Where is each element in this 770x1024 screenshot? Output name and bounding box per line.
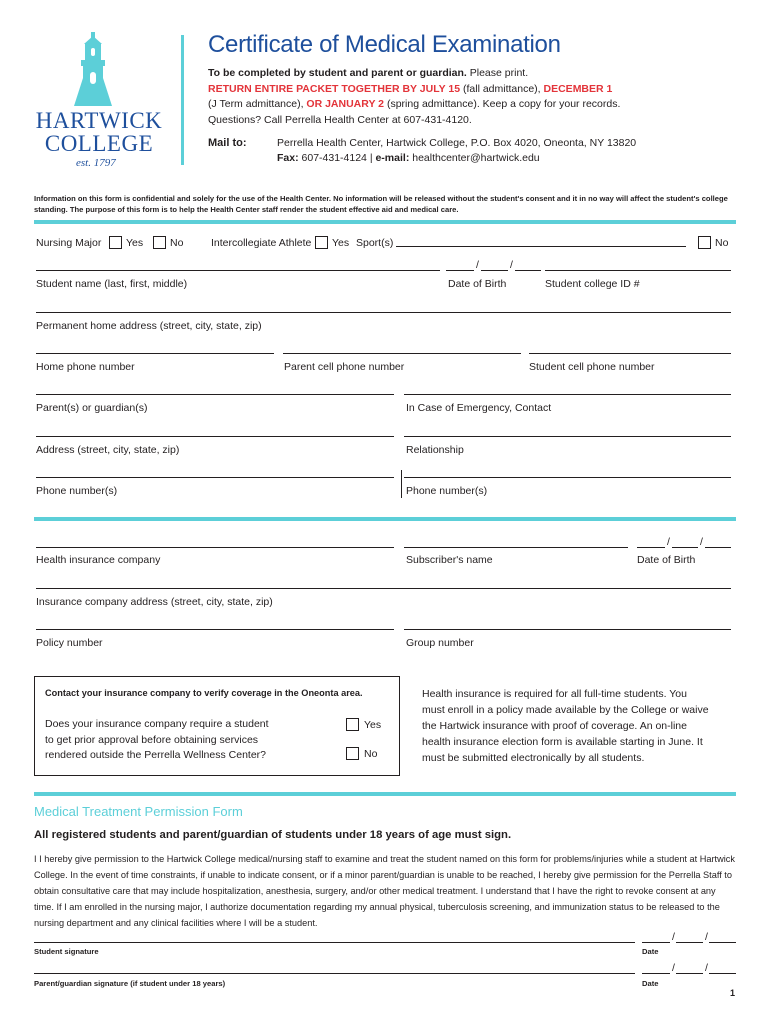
- req-line-2: must enroll in a policy made available by the College or waive: [422, 704, 709, 716]
- sports-label: Sport(s): [356, 237, 394, 249]
- student-name-label: Student name (last, first, middle): [36, 278, 188, 290]
- ins-dob-slash-1: /: [667, 536, 670, 548]
- athlete-label: Intercollegiate Athlete: [211, 237, 312, 249]
- insurance-company-field[interactable]: [36, 547, 394, 548]
- fax-email-line: [277, 152, 540, 164]
- policy-label: Policy number: [36, 637, 103, 649]
- emergency-field[interactable]: [404, 394, 731, 395]
- nursing-yes-checkbox[interactable]: [109, 236, 122, 249]
- phone-right-label: Phone number(s): [406, 485, 488, 497]
- instr-rest: Please print.: [466, 67, 529, 79]
- coverage-heading: Contact your insurance company to verify coverage in the Oneonta area.: [45, 688, 363, 698]
- phone-left-field[interactable]: [36, 477, 394, 478]
- sig2-year-field[interactable]: [709, 973, 736, 974]
- coverage-q3: rendered outside the Perrella Wellness Center?: [45, 749, 267, 761]
- athlete-yes-label: Yes: [332, 237, 350, 249]
- req-line-5: must be submitted electronically by all students.: [422, 752, 645, 764]
- college-id-label: Student college ID #: [545, 278, 640, 290]
- permission-body: I I hereby give permission to the Hartwick College medical/nursing staff to examine and treat the student named on this form for problems/injuries while a student at Hartwick College. In the event of time constraints, if unable to indicate consent, or if a minor parent/guardian is unable to be reached, I hereby give permission for the Perrella Staff to obtain consultative care that may include hospitalization, anesthesia, surgery, and/or other medical treatment. I understand that I have the right to revoke consent at any time. If I am enrolled in the nursing major, I authorize documentation regarding my annual physical, tuberculosis screening, and immunization status to be released to the nursing department and any clinical facilities where I will be a student.: [34, 854, 735, 928]
- athlete-yes-checkbox[interactable]: [315, 236, 328, 249]
- parent-cell-field[interactable]: [283, 353, 521, 354]
- insurance-address-field[interactable]: [36, 588, 731, 589]
- ins-dob-day-field[interactable]: [672, 547, 698, 548]
- coverage-question: [45, 717, 269, 764]
- permission-subtitle: All registered students and parent/guardian of students under 18 years of age must sign.: [34, 829, 512, 841]
- sports-field[interactable]: [396, 246, 686, 247]
- ins-dob-month-field[interactable]: [637, 547, 665, 548]
- date1-label: Date: [642, 947, 659, 956]
- insurance-address-label: Insurance company address (street, city, state, zip): [36, 596, 273, 608]
- home-address-label: Permanent home address (street, city, state, zip): [36, 320, 262, 332]
- sig1-slash-2: /: [705, 931, 708, 943]
- instr-bold: To be completed by student and parent or guardian.: [208, 67, 467, 79]
- fax-label: Fax:: [277, 152, 299, 164]
- vertical-divider: [401, 470, 402, 498]
- nursing-no-checkbox[interactable]: [153, 236, 166, 249]
- phone-left-label: Phone number(s): [36, 485, 118, 497]
- relationship-field[interactable]: [404, 436, 731, 437]
- relationship-label: Relationship: [406, 444, 464, 456]
- sig2-slash-1: /: [672, 962, 675, 974]
- permission-title: Medical Treatment Permission Form: [34, 804, 243, 819]
- logo-name-line2: COLLEGE: [44, 131, 154, 156]
- dob-year-field[interactable]: [515, 270, 541, 271]
- req-line-1: Health insurance is required for all full-time students. You: [422, 688, 687, 700]
- sig2-slash-2: /: [705, 962, 708, 974]
- student-signature-label: Student signature: [34, 947, 99, 956]
- coverage-q2: to get prior approval before obtaining services: [45, 733, 259, 746]
- student-name-field[interactable]: [36, 270, 440, 271]
- parents-field[interactable]: [36, 394, 394, 395]
- emergency-label: In Case of Emergency, Contact: [406, 402, 552, 414]
- tower-icon: [34, 30, 164, 110]
- deadline-december: DECEMBER 1: [543, 82, 613, 95]
- nursing-yes-label: Yes: [126, 237, 144, 249]
- deadline-fall: (fall admittance),: [460, 82, 544, 95]
- deadline-spring: (spring admittance). Keep a copy for your records.: [384, 98, 621, 110]
- nursing-no-label: No: [170, 237, 184, 249]
- sig1-year-field[interactable]: [709, 942, 736, 943]
- deadline-january: OR JANUARY 2: [306, 98, 385, 110]
- fax-value: 607-431-4124 |: [298, 152, 376, 164]
- nursing-major-label: Nursing Major: [36, 237, 102, 249]
- subscriber-field[interactable]: [404, 547, 628, 548]
- parent-cell-label: Parent cell phone number: [284, 361, 405, 373]
- req-line-3: the Hartwick insurance with proof of coverage. An on-line: [422, 720, 687, 732]
- ins-dob-year-field[interactable]: [705, 547, 731, 548]
- address-label: Address (street, city, state, zip): [36, 444, 180, 456]
- section-divider-top: [34, 220, 736, 224]
- section-divider-insurance: [34, 517, 736, 521]
- home-address-field[interactable]: [36, 312, 731, 313]
- policy-field[interactable]: [36, 629, 394, 630]
- approval-no-checkbox[interactable]: [346, 747, 359, 760]
- email-label: e-mail:: [375, 152, 410, 164]
- page-title: Certificate of Medical Examination: [208, 31, 561, 58]
- insurance-company-label: Health insurance company: [36, 554, 161, 566]
- sig1-month-field[interactable]: [642, 942, 670, 943]
- college-logo: [34, 30, 164, 170]
- athlete-no-checkbox[interactable]: [698, 236, 711, 249]
- phone-right-field[interactable]: [404, 477, 731, 478]
- insurance-requirement: [422, 686, 709, 766]
- student-cell-label: Student cell phone number: [529, 361, 655, 373]
- dob-month-field[interactable]: [446, 270, 474, 271]
- ins-dob-label: Date of Birth: [637, 554, 696, 566]
- subscriber-label: Subscriber's name: [406, 554, 493, 566]
- logo-name-line1: HARTWICK: [35, 108, 163, 133]
- parents-label: Parent(s) or guardian(s): [36, 402, 148, 414]
- confidential-notice: Information on this form is confidential and solely for the use of the Health Center. No information will be released without the student's consent and it in no way will affect the student's college standing. The purpose of this form is to help the Health Center staff render the student effective aid and medical care.: [34, 194, 728, 214]
- deadline-july: RETURN ENTIRE PACKET TOGETHER BY JULY 15: [208, 82, 461, 95]
- approval-yes-checkbox[interactable]: [346, 718, 359, 731]
- college-id-field[interactable]: [545, 270, 731, 271]
- sig2-month-field[interactable]: [642, 973, 670, 974]
- dob-label: Date of Birth: [448, 278, 507, 290]
- ins-dob-slash-2: /: [700, 536, 703, 548]
- student-cell-field[interactable]: [529, 353, 731, 354]
- page-number: 1: [730, 988, 736, 998]
- group-field[interactable]: [404, 629, 731, 630]
- parent-signature-field[interactable]: [34, 973, 635, 974]
- sig1-slash-1: /: [672, 931, 675, 943]
- group-label: Group number: [406, 637, 474, 649]
- logo-est: est. 1797: [76, 157, 116, 169]
- mail-address: Perrella Health Center, Hartwick College, P.O. Box 4020, Oneonta, NY 13820: [277, 137, 637, 149]
- approval-no-label: No: [364, 748, 378, 760]
- dob-slash-2: /: [510, 259, 513, 271]
- email-value: healthcenter@hartwick.edu: [409, 152, 540, 164]
- home-phone-label: Home phone number: [36, 361, 135, 373]
- questions-line: Questions? Call Perrella Health Center at 607-431-4120.: [208, 113, 472, 126]
- student-signature-field[interactable]: [34, 942, 635, 943]
- sig2-day-field[interactable]: [676, 973, 703, 974]
- parent-signature-label: Parent/guardian signature (if student under 18 years): [34, 979, 226, 988]
- coverage-q1: Does your insurance company require a student: [45, 718, 269, 730]
- home-phone-field[interactable]: [36, 353, 274, 354]
- dob-day-field[interactable]: [481, 270, 508, 271]
- address-field[interactable]: [36, 436, 394, 437]
- mail-label: Mail to:: [208, 137, 247, 149]
- athlete-no-label: No: [715, 237, 729, 249]
- section-divider-permission: [34, 792, 736, 796]
- sig1-day-field[interactable]: [676, 942, 703, 943]
- dob-slash-1: /: [476, 259, 479, 271]
- header-instructions: [208, 66, 620, 128]
- deadline-jterm: (J Term admittance),: [208, 98, 307, 110]
- approval-yes-label: Yes: [364, 719, 382, 731]
- req-line-4: health insurance election form is available starting in June. It: [422, 736, 703, 748]
- header-divider: [181, 35, 184, 165]
- date2-label: Date: [642, 979, 659, 988]
